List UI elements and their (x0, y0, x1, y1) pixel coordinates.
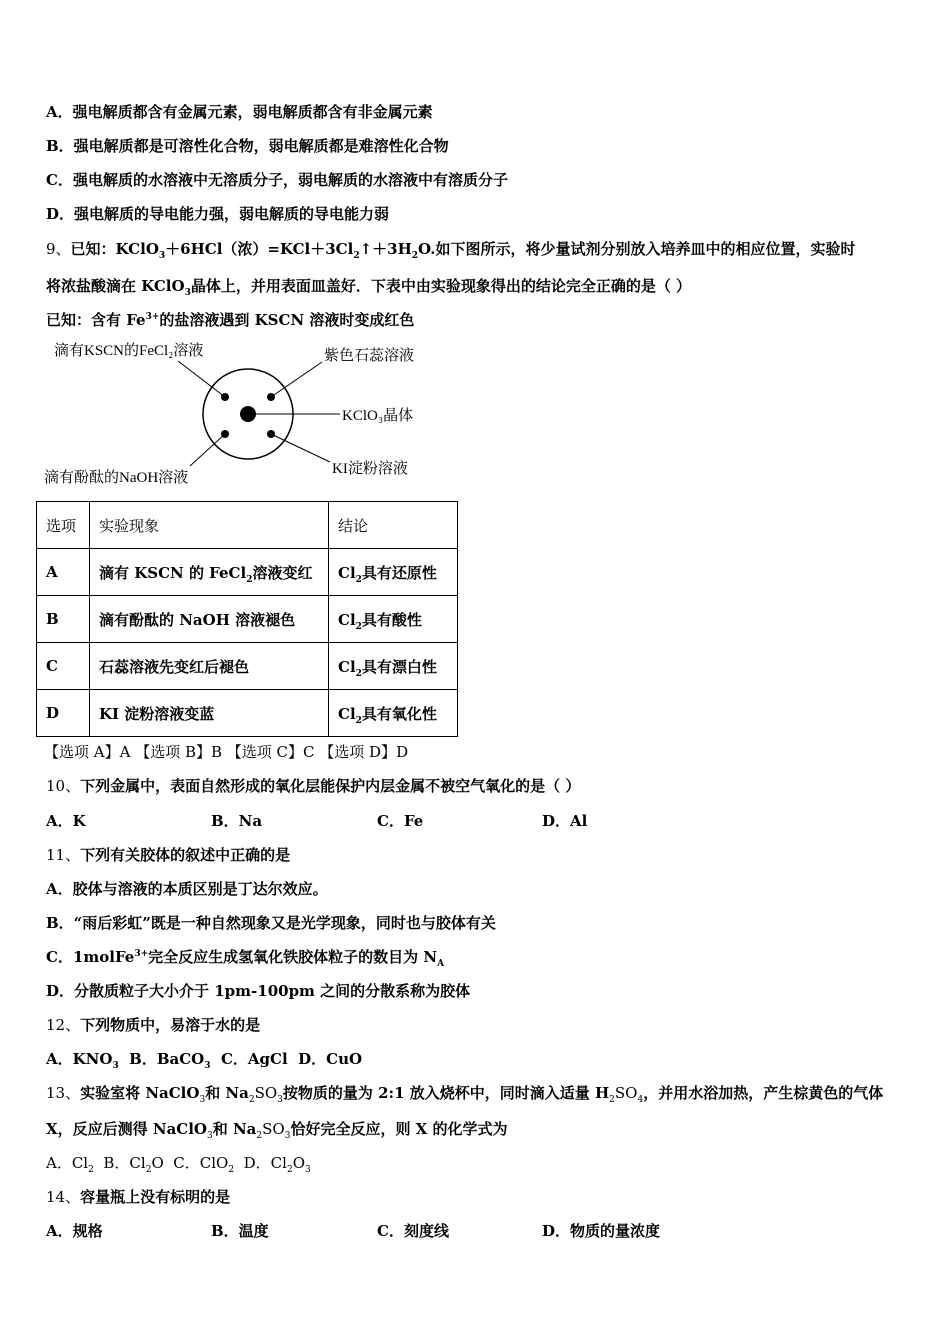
q10-stem (46, 776, 580, 796)
concl-text: Cl (338, 610, 356, 629)
row-phenomenon (90, 643, 329, 690)
q10-number: 10、 (46, 777, 81, 795)
q13-sub: 3 (277, 1095, 283, 1105)
q13-option-b-tail: O (151, 1154, 164, 1172)
q13-text: 按物质的量为 2:1 放入烧杯中，同时滴入适量 H (282, 1084, 610, 1102)
q13-sub: 3 (207, 1131, 213, 1141)
concl-text: 具有氧化性 (361, 704, 437, 723)
q11-option-a: A．胶体与溶液的本质区别是丁达尔效应。 (46, 880, 328, 898)
q10-option-b: B．Na (211, 812, 263, 830)
q13-option-d-mid: O (292, 1154, 305, 1172)
q8-option-a: A．强电解质都含有金属元素，弱电解质都含有非金属元素 (46, 103, 433, 121)
q13-options (46, 1153, 311, 1173)
q9-number: 9、 (46, 240, 71, 258)
header-phenomenon: 实验现象 (90, 502, 329, 549)
q12-option-c: C．AgCl (220, 1050, 288, 1068)
leader-br (271, 434, 330, 462)
concl-text: 具有酸性 (361, 610, 422, 629)
q10-option-d: D．Al (542, 812, 588, 830)
q14-option-d: D．物质的量浓度 (542, 1222, 661, 1240)
q10-option-a: A．K (46, 812, 86, 830)
q11-text: 下列有关胶体的叙述中正确的是 (80, 846, 291, 864)
concl-sub: 2 (355, 715, 362, 726)
phen-text: 石蕊溶液先变红后褪色 (99, 657, 250, 676)
phen-text: 滴有 KSCN 的 FeCl (99, 563, 247, 582)
concl-text: 具有漂白性 (361, 657, 437, 676)
q13-text: 恰好完全反应，则 X 的化学式为 (290, 1120, 508, 1138)
q11-c-sup: 3+ (134, 949, 149, 959)
row-phenomenon (90, 690, 329, 737)
q13-sub: 2 (256, 1131, 263, 1141)
q12-options (46, 1049, 362, 1069)
q13-option-b: B．Cl (103, 1154, 146, 1172)
q14-text: 容量瓶上没有标明的是 (80, 1188, 231, 1206)
phen-text: 溶液变红 (252, 563, 313, 582)
row-conclusion (329, 690, 458, 737)
row-option: B (37, 596, 90, 643)
q12-sub: 3 (112, 1061, 119, 1071)
concl-text: Cl (338, 657, 356, 676)
q9-text-b: ＋6HCl（浓）=KCl＋3Cl (165, 240, 354, 258)
q9-text-e: 将浓盐酸滴在 KClO (46, 277, 185, 295)
q12-stem (46, 1015, 260, 1035)
q11-option-c (46, 947, 444, 967)
row-phenomenon (90, 549, 329, 596)
row-conclusion (329, 549, 458, 596)
concl-text: 具有还原性 (361, 563, 437, 582)
concl-sub: 2 (355, 668, 362, 679)
q13-stem-line1 (46, 1083, 883, 1103)
concl-sub: 2 (355, 621, 362, 632)
q9-stem-line2 (46, 276, 691, 296)
q13-option-c: C．ClO (173, 1154, 229, 1172)
label-fecl2: 滴有KSCN的FeCl₂溶液 (54, 343, 204, 359)
header-option: 选项 (37, 502, 90, 549)
label-kclo3: KClO₃晶体 (342, 408, 414, 424)
q13-sub: 2 (248, 1095, 255, 1105)
q13-sub: 4 (637, 1095, 644, 1105)
q10-option-c: C．Fe (377, 812, 424, 830)
q9-sub: 2 (353, 251, 360, 261)
q14-option-c: C．刻度线 (377, 1222, 449, 1240)
leader-tr (271, 362, 322, 397)
q14-option-a: A．规格 (46, 1222, 103, 1240)
q13-sub: 2 (145, 1165, 152, 1175)
q12-option-d: D．CuO (298, 1050, 363, 1068)
label-ki: KI淀粉溶液 (332, 461, 408, 477)
q12-sub: 3 (204, 1061, 211, 1071)
leader-tl (178, 361, 225, 397)
petri-dish-diagram (40, 336, 460, 488)
q13-text: ，并用水浴加热，产生棕黄色的气体 (643, 1084, 884, 1102)
q13-text: 实验室将 NaClO (80, 1084, 200, 1102)
q11-c-sub: A (437, 959, 445, 969)
q11-option-d: D．分散质粒子大小介于 1pm-100pm 之间的分散系称为胶体 (46, 982, 471, 1000)
q9-answer-line: 【选项 A】A 【选项 B】B 【选项 C】C 【选项 D】D (44, 743, 409, 761)
q13-sub: 3 (284, 1131, 291, 1141)
concl-sub: 2 (355, 574, 362, 585)
label-naoh: 滴有酚酞的NaOH溶液 (44, 470, 189, 486)
experiment-table (36, 501, 458, 737)
q9-sub: 2 (411, 251, 419, 261)
q9-text-d: O.如下图所示，将少量试剂分别放入培养皿中的相应位置，实验时 (418, 240, 856, 258)
concl-text: Cl (338, 704, 356, 723)
q13-text: SO (254, 1084, 278, 1102)
q13-text: 和 Na (212, 1120, 257, 1138)
kclo3-dot (240, 406, 256, 422)
q9-note (46, 310, 414, 330)
table-header-row (37, 502, 458, 549)
q14-stem (46, 1187, 230, 1207)
label-litmus: 紫色石蕊溶液 (324, 348, 415, 364)
header-conclusion: 结论 (329, 502, 458, 549)
q13-text: 和 Na (205, 1084, 249, 1102)
row-option: C (37, 643, 90, 690)
q10-text: 下列金属中，表面自然形成的氧化层能保护内层金属不被空气氧化的是（ ） (80, 777, 581, 795)
row-phenomenon (90, 596, 329, 643)
q9-text-c: ↑＋3H (359, 240, 412, 258)
q13-sub: 2 (228, 1165, 235, 1175)
q11-c-text: 完全反应生成氢氧化铁胶体粒子的数目为 N (148, 948, 438, 966)
leader-bl (190, 434, 225, 466)
q14-number: 14、 (46, 1188, 81, 1206)
q9-note-b: 的盐溶液遇到 KSCN 溶液时变成红色 (159, 311, 415, 329)
q13-number: 13、 (46, 1084, 81, 1102)
concl-text: Cl (338, 563, 356, 582)
phen-text: KI 淀粉溶液变蓝 (99, 704, 215, 723)
q14-option-b: B．温度 (211, 1222, 269, 1240)
phen-sub: 2 (246, 574, 253, 585)
q12-option-a: A．KNO (46, 1050, 113, 1068)
row-conclusion (329, 643, 458, 690)
q13-option-a: A．Cl (46, 1154, 89, 1172)
phen-text: 滴有酚酞的 NaOH 溶液褪色 (99, 610, 296, 629)
q9-note-a: 已知：含有 Fe (46, 311, 146, 329)
q9-stem-line1 (46, 239, 855, 259)
q11-number: 11、 (46, 846, 81, 864)
q12-text: 下列物质中，易溶于水的是 (80, 1016, 261, 1034)
q13-text: SO (262, 1120, 285, 1138)
q12-option-b: B．BaCO (129, 1050, 205, 1068)
q8-option-b: B．强电解质都是可溶性化合物，弱电解质都是难溶性化合物 (46, 137, 449, 155)
q13-text: SO (614, 1084, 638, 1102)
q9-note-sup: 3+ (145, 312, 160, 322)
q13-sub: 3 (199, 1095, 206, 1105)
q13-text: X，反应后测得 NaClO (46, 1120, 207, 1138)
table-row (37, 643, 458, 690)
table-row (37, 549, 458, 596)
q12-number: 12、 (46, 1016, 81, 1034)
q13-sub: 2 (286, 1165, 293, 1175)
q11-c-text: C．1molFe (46, 948, 135, 966)
row-option: A (37, 549, 90, 596)
q13-sub: 3 (305, 1165, 311, 1175)
q9-text-f: 晶体上，并用表面皿盖好．下表中由实验现象得出的结论完全正确的是（ ） (190, 277, 692, 295)
q13-stem-line2 (46, 1119, 508, 1139)
table-row (37, 596, 458, 643)
q13-sub: 2 (609, 1095, 615, 1105)
q9-sub: 3 (158, 251, 166, 261)
q13-sub: 2 (88, 1165, 94, 1175)
q11-stem (46, 845, 290, 865)
row-option: D (37, 690, 90, 737)
row-conclusion (329, 596, 458, 643)
q11-option-b: B．“雨后彩虹”既是一种自然现象又是光学现象，同时也与胶体有关 (46, 914, 496, 932)
table-row (37, 690, 458, 737)
q13-option-d: D．Cl (243, 1154, 287, 1172)
q9-text-a: 已知：KClO (70, 240, 159, 258)
q9-sub: 3 (184, 288, 191, 298)
q8-option-c: C．强电解质的水溶液中无溶质分子，弱电解质的水溶液中有溶质分子 (46, 171, 508, 189)
q8-option-d: D．强电解质的导电能力强，弱电解质的导电能力弱 (46, 205, 390, 223)
